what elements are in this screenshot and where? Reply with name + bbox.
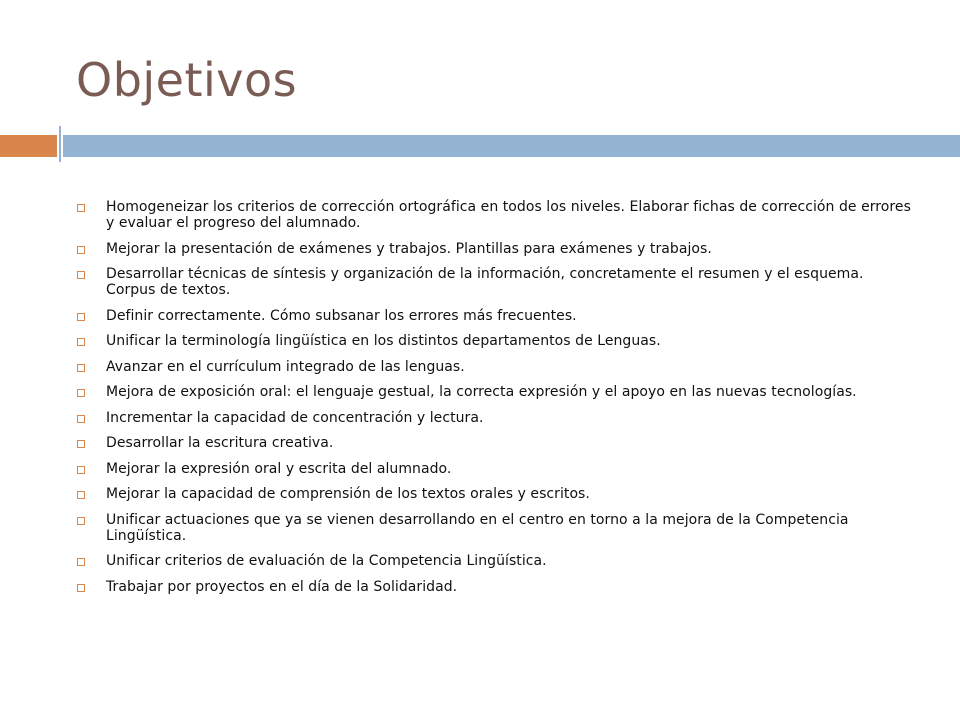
list-item [76, 199, 916, 231]
list-item-text: Unificar la terminología lingüística en los distintos departamentos de Lenguas. [106, 333, 661, 349]
slide-title: Objetivos [76, 53, 298, 107]
list-item-text: Mejorar la capacidad de comprensión de los textos orales y escritos. [106, 486, 590, 502]
list-item-text: Trabajar por proyectos en el día de la Solidaridad. [106, 578, 458, 595]
list-item [76, 435, 916, 451]
list-item-text: Mejorar la presentación de exámenes y trabajos. Plantillas para exámenes y trabajos. [106, 240, 712, 257]
list-item [76, 333, 916, 349]
bullet-square-icon [77, 558, 85, 566]
list-item [76, 266, 916, 298]
bullet-square-icon [77, 440, 85, 448]
bullet-square-icon [77, 204, 85, 212]
bullet-square-icon [77, 466, 85, 474]
list-item [76, 486, 916, 502]
list-item [76, 384, 916, 400]
bullet-square-icon [77, 364, 85, 372]
bullet-square-icon [77, 517, 85, 525]
list-item-text: Desarrollar la escritura creativa. [106, 435, 334, 451]
objectives-list [76, 199, 916, 604]
bullet-square-icon [77, 389, 85, 397]
list-item-text: Homogeneizar los criterios de corrección ortográfica en todos los niveles. Elaborar fichas de corrección de errores y evaluar el progreso del alumnado. [106, 199, 911, 231]
bullet-square-icon [77, 313, 85, 321]
bullet-square-icon [77, 584, 85, 592]
list-item-text: Desarrollar técnicas de síntesis y organización de la información, concretamente el resumen y el esquema. Corpus de textos. [106, 266, 864, 298]
list-item-text: Incrementar la capacidad de concentración y lectura. [106, 409, 484, 426]
list-item [76, 359, 916, 375]
list-item-text: Mejora de exposición oral: el lenguaje gestual, la correcta expresión y el apoyo en las nuevas tecnologías. [106, 384, 857, 400]
list-item [76, 461, 916, 477]
bullet-square-icon [77, 338, 85, 346]
list-item-text: Mejorar la expresión oral y escrita del alumnado. [106, 460, 452, 477]
title-bar-divider [59, 126, 61, 162]
list-item [76, 579, 916, 595]
bullet-square-icon [77, 271, 85, 279]
bullet-square-icon [77, 246, 85, 254]
list-item [76, 241, 916, 257]
bullet-square-icon [77, 415, 85, 423]
title-accent-bar [0, 135, 57, 157]
title-underline-bar [63, 135, 960, 157]
list-item [76, 410, 916, 426]
list-item [76, 512, 916, 544]
list-item-text: Unificar criterios de evaluación de la Competencia Lingüística. [106, 553, 547, 569]
list-item [76, 553, 916, 569]
bullet-square-icon [77, 491, 85, 499]
list-item [76, 308, 916, 324]
list-item-text: Unificar actuaciones que ya se vienen desarrollando en el centro en torno a la mejora de la Competencia Lingüística. [106, 511, 849, 544]
list-item-text: Avanzar en el currículum integrado de las lenguas. [106, 358, 465, 375]
list-item-text: Definir correctamente. Cómo subsanar los errores más frecuentes. [106, 307, 577, 324]
